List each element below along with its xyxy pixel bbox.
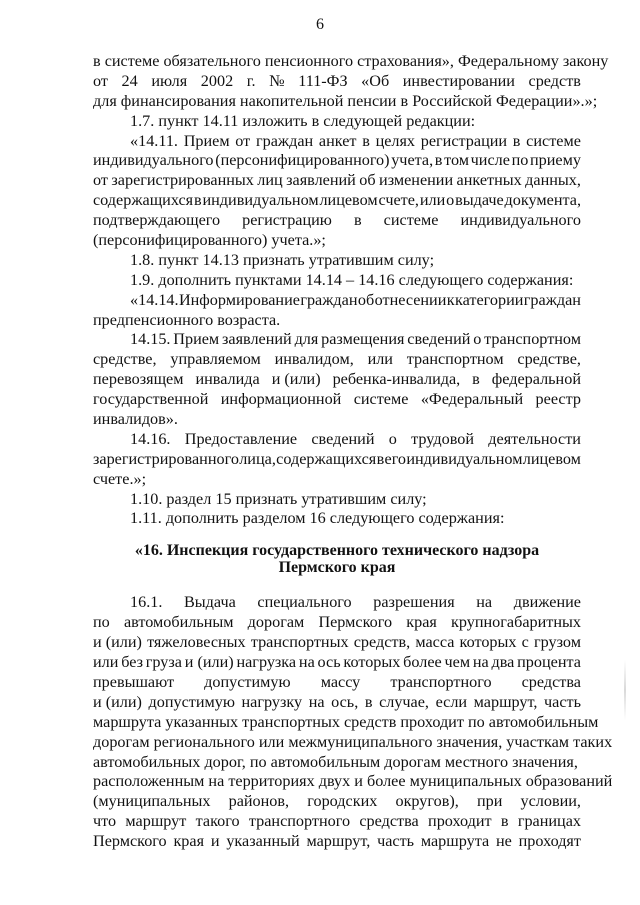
word: на xyxy=(476,593,493,612)
word: регистрации xyxy=(420,131,508,150)
word: маршрута указанных транспортных средств проходит по автомобильным xyxy=(93,712,599,731)
word: лица, xyxy=(239,449,276,468)
word: в xyxy=(434,151,443,170)
text-line xyxy=(93,732,613,753)
word: лицевом xyxy=(522,449,581,468)
word: транспортном xyxy=(484,330,581,349)
word: и (или) xyxy=(93,633,142,652)
word: по xyxy=(93,613,110,632)
word: автомобильным xyxy=(123,613,234,632)
word: сведений xyxy=(311,429,375,448)
word: 1.8. пункт 14.13 признать утратившим силу; xyxy=(130,250,435,269)
word: что xyxy=(93,812,117,831)
word: превышают xyxy=(93,672,175,691)
word: 14.16. xyxy=(130,429,171,448)
word: границах xyxy=(517,812,581,831)
word: его xyxy=(384,449,407,468)
word: учета, xyxy=(391,151,434,170)
word: средств xyxy=(528,71,581,90)
word: в системе обязательного пенсионного страхования», Федеральному закону xyxy=(93,52,609,70)
word: 2002 xyxy=(200,71,234,90)
word: в xyxy=(500,812,509,831)
word: средстве, xyxy=(517,350,581,369)
word: и (или) xyxy=(93,692,142,711)
word: от xyxy=(235,131,251,150)
word: анкет xyxy=(318,131,357,150)
word: инвалидов». xyxy=(93,410,178,429)
word: маршрут, xyxy=(306,832,371,851)
word: индивидуального xyxy=(93,151,214,170)
word: от xyxy=(93,71,108,90)
word: маршрута xyxy=(420,832,490,851)
word: г. xyxy=(246,71,256,90)
word: маршрут xyxy=(125,812,187,831)
word: края xyxy=(406,613,437,632)
word: груза xyxy=(145,653,182,672)
word: документа, xyxy=(504,191,581,210)
word: Выдача xyxy=(184,593,236,612)
text-line xyxy=(93,311,581,331)
word: счете, xyxy=(378,191,419,210)
word: содержащихся xyxy=(93,191,194,210)
word: (персонифицированного) учета.»; xyxy=(93,231,326,250)
word: или xyxy=(419,191,446,210)
word: о xyxy=(446,191,455,210)
word: к xyxy=(446,290,455,309)
text-line xyxy=(93,291,581,311)
word: края xyxy=(173,832,205,851)
word: грузом xyxy=(534,633,581,652)
word: выдаче xyxy=(455,191,504,210)
scan-edge-mark xyxy=(624,660,626,720)
word: 1.9. дополнить пунктами 14.14 – 14.16 следующего содержания: xyxy=(130,270,574,289)
word: расположенным на территориях двух и более муниципальных образований xyxy=(93,772,613,791)
word: в xyxy=(362,131,370,150)
section-heading: «16. Инспекция государственного технического надзора xyxy=(134,542,540,560)
word: нагрузка xyxy=(236,653,297,672)
word: в xyxy=(353,211,362,230)
word: содержащихся xyxy=(276,449,377,468)
word: «14.11. xyxy=(130,131,178,150)
word: лицевом xyxy=(319,191,378,210)
text-line xyxy=(93,470,581,490)
word: для финансирования накопительной пенсии в Российской Федерации».»; xyxy=(93,91,598,110)
word: анкетных xyxy=(456,171,522,190)
word: № xyxy=(269,71,285,90)
word: инвалида xyxy=(195,370,260,389)
word: индивидуальном xyxy=(202,191,319,210)
word: не xyxy=(495,832,512,851)
word: условии, xyxy=(520,792,581,811)
word: сведений xyxy=(407,330,471,349)
text-line xyxy=(93,132,581,152)
text-line xyxy=(93,271,581,291)
word: Прием xyxy=(173,330,220,349)
word: и (или) xyxy=(271,370,321,389)
word: процента xyxy=(517,653,581,672)
text-line xyxy=(93,112,581,132)
word: категории xyxy=(455,290,524,309)
word: на xyxy=(472,653,489,672)
word: размещения xyxy=(321,330,405,349)
word: такого xyxy=(195,812,240,831)
word: инвестировании xyxy=(402,71,515,90)
word: маршрут, xyxy=(473,692,538,711)
word: лиц xyxy=(257,171,283,190)
word: том xyxy=(444,151,469,170)
text-line xyxy=(93,712,599,733)
word: и xyxy=(210,832,220,851)
text-line xyxy=(93,772,613,792)
word: (персонифицированного) xyxy=(215,151,390,170)
text-line xyxy=(93,191,581,211)
word: управляемом xyxy=(170,350,261,369)
section-heading: Пермского края xyxy=(278,559,396,577)
word: проходит xyxy=(428,812,492,831)
word: с xyxy=(521,633,529,652)
word: целях xyxy=(375,131,416,150)
word: средства xyxy=(521,672,581,691)
word: которых xyxy=(459,633,517,652)
text-line xyxy=(93,410,581,430)
text-line xyxy=(93,450,581,470)
word: реестр xyxy=(535,390,581,409)
word: 16.1. xyxy=(130,593,163,612)
word: 1.11. дополнить разделом 16 следующего содержания: xyxy=(130,509,505,528)
word: округов), xyxy=(395,792,459,811)
word: «Об xyxy=(361,71,390,90)
text-line xyxy=(93,72,581,92)
text-line xyxy=(93,673,581,693)
word: дорогам регионального или межмуниципального значения, участкам таких xyxy=(93,732,613,751)
word: системе xyxy=(526,131,581,150)
word: числе xyxy=(470,151,510,170)
word: в xyxy=(376,449,385,468)
word: или xyxy=(93,653,119,672)
text-line xyxy=(93,693,581,713)
word: часть xyxy=(544,692,581,711)
word: индивидуального xyxy=(460,211,581,230)
word: тяжеловесных xyxy=(147,633,246,652)
word: в xyxy=(193,191,202,210)
word: о xyxy=(473,330,482,349)
word: средства xyxy=(359,812,419,831)
word: 24 xyxy=(121,71,138,90)
word: чем xyxy=(444,653,471,672)
spacer xyxy=(93,576,581,593)
word: специального xyxy=(257,593,352,612)
word: на xyxy=(298,653,315,672)
word: допустимую xyxy=(148,692,235,711)
word: 111-ФЗ xyxy=(298,71,348,90)
word: информационной xyxy=(220,390,342,409)
word: городских xyxy=(307,792,378,811)
word: граждан xyxy=(523,290,581,309)
word: зарегистрированных xyxy=(111,171,254,190)
word: отнесении xyxy=(374,290,447,309)
text-line xyxy=(93,91,598,112)
word: крупногабаритных xyxy=(451,613,581,632)
word: или xyxy=(367,350,393,369)
word: изменении xyxy=(379,171,454,190)
word: (муниципальных xyxy=(93,792,211,811)
word: инвалидом, xyxy=(274,350,354,369)
text-line xyxy=(93,792,581,812)
word: Информирование xyxy=(178,290,300,309)
word: в xyxy=(512,131,521,150)
text-line xyxy=(93,350,581,370)
word: государственной xyxy=(93,390,209,409)
word: заявлений xyxy=(222,330,292,349)
word: транспортного xyxy=(390,672,492,691)
word: транспортных xyxy=(250,633,349,652)
text-line xyxy=(93,812,581,832)
word: системе xyxy=(383,211,439,230)
text-line xyxy=(93,330,581,350)
word: при xyxy=(476,792,503,811)
word: и (или) xyxy=(184,653,234,672)
word: которых xyxy=(343,653,401,672)
word: 1.7. пункт 14.11 изложить в следующей редакции: xyxy=(130,111,476,130)
page-number: 6 xyxy=(316,16,324,33)
word: масса xyxy=(415,633,455,652)
word: Прием xyxy=(183,131,230,150)
text-line xyxy=(93,509,581,529)
word: для xyxy=(294,330,319,349)
word: граждан xyxy=(255,131,314,150)
word: приему xyxy=(530,151,581,170)
word: проходят xyxy=(518,832,581,851)
text-line xyxy=(93,211,581,231)
spacer xyxy=(93,529,581,542)
text-line xyxy=(93,231,581,251)
text-line xyxy=(93,593,581,613)
word: 1.10. раздел 15 признать утратившим силу; xyxy=(130,489,427,508)
word: счете.»; xyxy=(93,469,147,488)
word: ось xyxy=(317,653,341,672)
word: часть xyxy=(377,832,415,851)
word: допустимую xyxy=(204,672,291,691)
word: без xyxy=(121,653,143,672)
word: в xyxy=(364,692,373,711)
text-line xyxy=(93,430,581,450)
word: транспортного xyxy=(248,812,351,831)
word: данных, xyxy=(525,171,581,190)
text-line xyxy=(93,52,609,72)
word: на xyxy=(308,692,325,711)
word: об xyxy=(357,290,375,309)
text-line xyxy=(93,832,581,852)
text-line xyxy=(93,390,581,410)
word: подтверждающего xyxy=(93,211,221,230)
text-line xyxy=(93,251,581,271)
word: ось, xyxy=(331,692,359,711)
word: трудовой xyxy=(411,429,475,448)
word: автомобильных дорог, по автомобильным дорогам местного значения, xyxy=(93,752,578,771)
word: 14.15. xyxy=(130,330,171,349)
word: два xyxy=(491,653,515,672)
text-line xyxy=(93,653,581,673)
word: массу xyxy=(320,672,361,691)
word: средств, xyxy=(353,633,411,652)
word: Пермского xyxy=(318,613,393,632)
word: зарегистрированного xyxy=(93,449,239,468)
text-line xyxy=(93,753,581,773)
word: более xyxy=(403,653,442,672)
word: ребенка-инвалида, xyxy=(332,370,461,389)
word: «14.14. xyxy=(130,290,179,309)
text-line xyxy=(93,613,581,633)
text-line xyxy=(93,490,581,510)
word: если xyxy=(435,692,468,711)
word: регистрацию xyxy=(242,211,332,230)
word: движение xyxy=(513,593,581,612)
text-line xyxy=(93,171,581,191)
word: от xyxy=(93,171,108,190)
word: заявлений xyxy=(286,171,356,190)
text-line xyxy=(93,370,581,390)
word: указанный xyxy=(226,832,300,851)
word: дорогам xyxy=(247,613,305,632)
text-line xyxy=(93,633,581,653)
word: граждан xyxy=(300,290,358,309)
word: средстве, xyxy=(93,350,157,369)
word: предпенсионного возраста. xyxy=(93,310,281,329)
document-body xyxy=(93,52,613,852)
word: системе xyxy=(353,390,409,409)
word: Предоставление xyxy=(184,429,298,448)
word: о xyxy=(388,429,397,448)
text-line xyxy=(93,151,581,171)
word: федеральной xyxy=(491,370,581,389)
word: по xyxy=(511,151,529,170)
word: об xyxy=(359,171,376,190)
word: разрешения xyxy=(373,593,455,612)
word: деятельности xyxy=(488,429,581,448)
word: нагрузку xyxy=(241,692,303,711)
word: Пермского xyxy=(93,832,167,851)
word: индивидуальном xyxy=(406,449,523,468)
word: районов, xyxy=(228,792,290,811)
word: в xyxy=(472,370,480,389)
word: июля xyxy=(151,71,188,90)
word: перевозящем xyxy=(93,370,184,389)
word: транспортном xyxy=(406,350,504,369)
word: случае, xyxy=(379,692,429,711)
word: «Федеральный xyxy=(420,390,524,409)
